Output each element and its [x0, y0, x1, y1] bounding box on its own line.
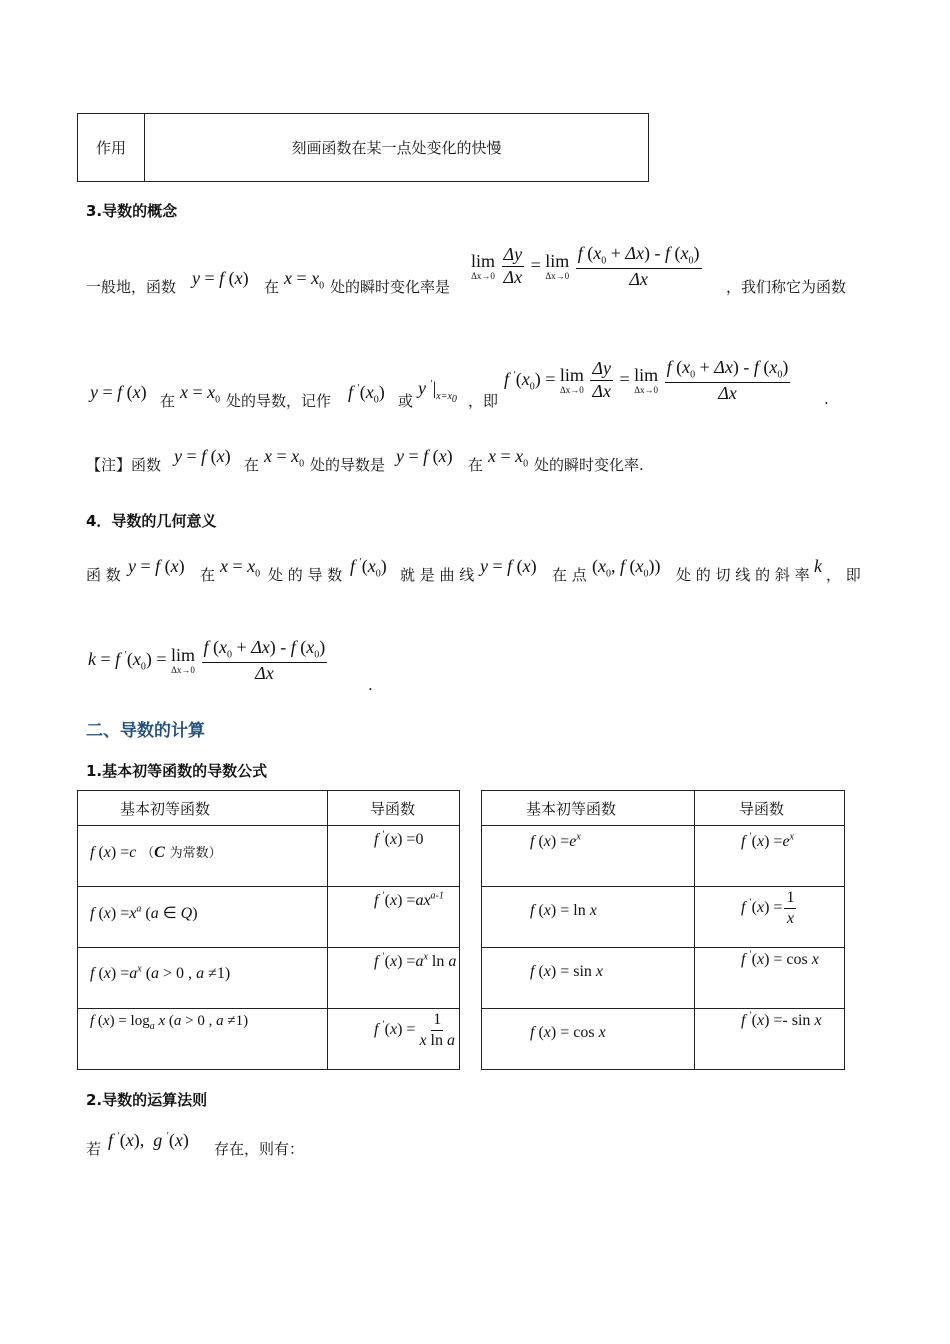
math-k: k — [814, 556, 822, 576]
math-x-x0: $x = x_0$ — [264, 446, 305, 470]
deriv-cell: f ′(x) = $\frac{1}{\text{x ln a}}$ — [328, 1009, 460, 1070]
text: ， 即 — [826, 566, 861, 584]
deriv-cell: f $'(x) =e^x$ — [695, 826, 845, 887]
text: 一般地，函数 — [86, 278, 177, 296]
math-yprime-eval: y $'|_{x=x_0}$ — [418, 378, 457, 405]
header-cell: 导函数 — [328, 791, 460, 826]
text: 在 — [264, 278, 280, 296]
text: 处 的 切 线 的 斜 率 — [676, 566, 810, 584]
section4-para — [86, 550, 886, 590]
header-cell: 基本初等函数 — [78, 791, 328, 826]
text: 处的导数是 — [310, 456, 386, 474]
math-x-x0: $x = x_0$ — [284, 268, 325, 292]
top-table-label: 作用 — [78, 114, 145, 182]
math-y-fx: y = f (x) — [128, 556, 185, 576]
text: 处的导数，记作 — [226, 392, 332, 410]
formula-table-right — [481, 790, 845, 1070]
math-fprime-x0: f $'(x_0)$ — [348, 382, 385, 406]
text: . — [824, 390, 829, 408]
text: 或 — [398, 392, 414, 410]
part2-sub1: 1.基本初等函数的导数公式 — [86, 762, 268, 780]
math-y-fx: y = f (x) — [480, 556, 537, 576]
math-limit-def: lim Δx→0 $\frac{\Delta y}{\Delta x}$ = lim Δx→0 $\frac{f (x_0 + \Delta x) - f (x_0)}{\Delta x}$ — [471, 243, 700, 289]
deriv-cell: f $'(x) =a^x$ ln a — [328, 948, 460, 1009]
last-line — [86, 1128, 486, 1164]
deriv-cell: f ′(x) = $\frac{1}{x}$ — [695, 887, 845, 948]
top-table — [77, 113, 649, 182]
math-x-x0: $x = x_0$ — [220, 556, 261, 580]
top-table-content: 刻画函数在某一点处变化的快慢 — [145, 114, 649, 182]
section4-heading: 4．导数的几何意义 — [86, 512, 217, 530]
section3-para2 — [90, 356, 890, 416]
text: 处 的 导 数 — [268, 566, 343, 584]
section3-note — [86, 440, 886, 480]
math-y-fx: y = f (x) — [90, 382, 147, 402]
formula-table-left — [77, 790, 460, 1070]
header-cell: 导函数 — [695, 791, 845, 826]
text: ，我们称它为函数 — [726, 278, 847, 296]
text: 若 — [86, 1140, 102, 1158]
text: 【注】函数 — [86, 456, 162, 474]
header-cell: 基本初等函数 — [482, 791, 695, 826]
deriv-cell: f ′(x) =0 — [328, 826, 460, 887]
text: 在 点 — [552, 566, 587, 584]
text: 就 是 曲 线 — [400, 566, 475, 584]
text: 存在，则有： — [214, 1140, 305, 1158]
func-cell: f (x) = sin x — [482, 948, 695, 1009]
text: 在 — [468, 456, 484, 474]
func-cell: f (x) = ln x — [482, 887, 695, 948]
math-slope-def: k = f $'(x_0)$ = lim Δx→0 $\frac{f (x_0 + \Delta x) - f (x_0)}{\Delta x}$ — [88, 637, 326, 683]
text: ，即 — [468, 392, 499, 410]
math-x-x0: $x = x_0$ — [488, 446, 529, 470]
math-f-g-prime: f ′(x), g ′(x) — [108, 1130, 189, 1150]
text: 在 — [200, 566, 216, 584]
math-point: ($x_0$, f $(x_0)$) — [592, 556, 661, 580]
func-cell: f $(x) =e^x$ — [482, 826, 695, 887]
math-derivative-def: f $'(x_0)$ = lim Δx→0 $\frac{\Delta y}{\Delta x}$ = lim Δx→0 $\frac{f (x_0 + \Delta x) - f (x_0)}{\Delta x}$ — [504, 357, 789, 403]
text: 在 — [160, 392, 176, 410]
deriv-cell: f $'(x) =ax^{a-1}$ — [328, 887, 460, 948]
section3-heading: 3.导数的概念 — [86, 202, 178, 220]
func-cell: f (x) = cos x — [482, 1009, 695, 1070]
text: 在 — [244, 456, 260, 474]
func-cell: f $(x) = \log_a x$ (a > 0 , a ≠1) — [78, 1009, 328, 1070]
text: 处的瞬时变化率是 — [330, 278, 451, 296]
text: . — [368, 676, 373, 694]
func-cell: f (x) =c （C 为常数） — [78, 826, 328, 887]
func-cell: f $(x) =x^a$ (a ∈ Q) — [78, 887, 328, 948]
section3-para1 — [86, 242, 886, 302]
math-fprime-x0: f $'(x_0)$ — [350, 556, 387, 580]
section4-formula — [88, 638, 488, 698]
part2-sub2: 2.导数的运算法则 — [86, 1091, 208, 1109]
text: 函 数 — [86, 566, 121, 584]
deriv-cell: f ′(x) =- sin x — [695, 1009, 845, 1070]
math-y-fx: y = f (x) — [192, 268, 249, 288]
func-cell: f $(x) =a^x$ (a > 0 , a ≠1) — [78, 948, 328, 1009]
text: 处的瞬时变化率. — [534, 456, 644, 474]
math-y-fx: y = f (x) — [174, 446, 231, 466]
math-y-fx: y = f (x) — [396, 446, 453, 466]
math-x-x0: $x = x_0$ — [180, 382, 221, 406]
part2-heading: 二、导数的计算 — [86, 721, 205, 741]
deriv-cell: f ′(x) = cos x — [695, 948, 845, 1009]
